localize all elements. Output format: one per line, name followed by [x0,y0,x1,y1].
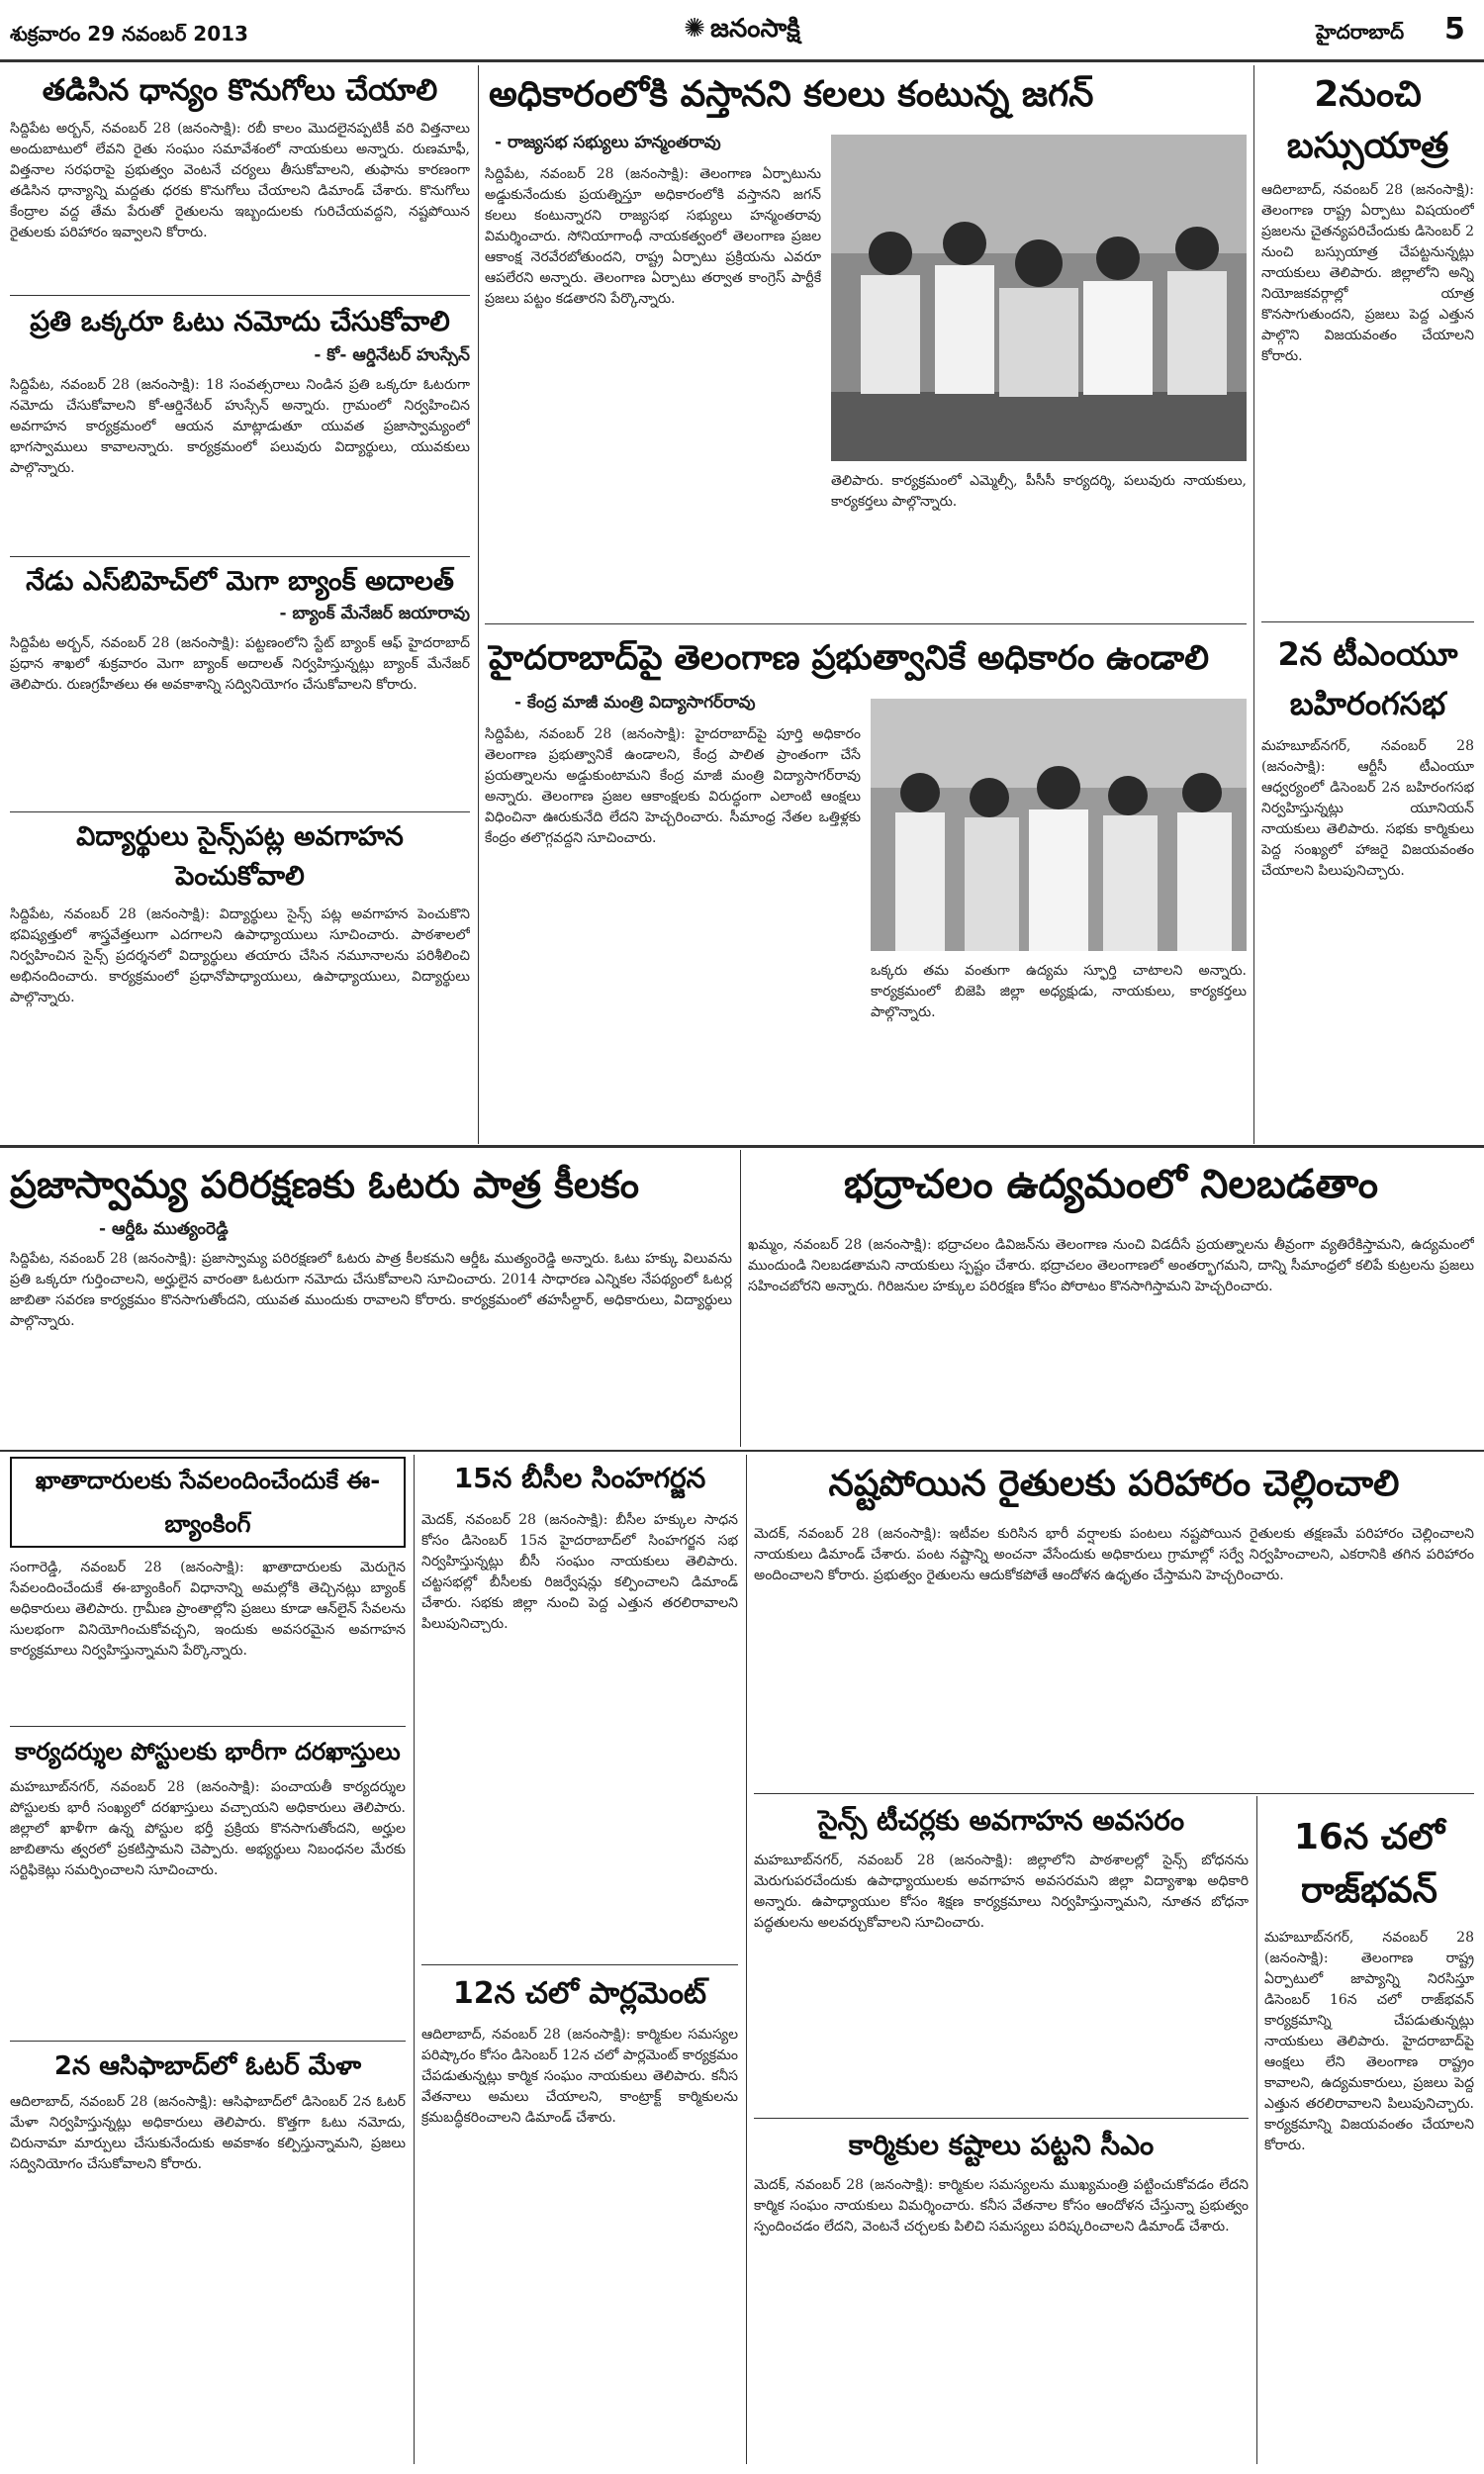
article [1261,629,1474,1112]
article-divider [485,623,1247,624]
article-body: మహబూబ్‌నగర్, నవంబర్ 28 (జనంసాక్షి): ఆర్టీసీ టీఎంయూ ఆధ్వర్యంలో డిసెంబర్ 2న బహిరంగసభ నిర్వహిస్తున్నట్లు యూనియన్ నాయకులు తెలిపారు. సభకు కార్మికులు పెద్ద సంఖ్యలో హాజరై విజయవంతం చేయాలని పిలుపునిచ్చారు. [1261,738,1474,879]
headline: 16న చలో రాజ్‌భవన్ [1293,1817,1445,1911]
article [10,817,470,1172]
article-body: మెదక్, నవంబర్ 28 (జనంసాక్షి): బీసీల హక్కుల సాధన కోసం డిసెంబర్ 15న హైదరాబాద్‌లో సింహగర్జన సభ నిర్వహిస్తున్నట్లు బీసీ సంఘం నాయకులు తెలిపారు. చట్టసభల్లో బీసీలకు రిజర్వేషన్లు కల్పించాలని డిమాండ్ చేశారు. సభకు జిల్లా నుంచి పెద్ద ఎత్తున తరలిరావాలని పిలుపునిచ్చారు. [421,1512,738,1632]
article-body: సిద్దిపేట, నవంబర్ 28 (జనంసాక్షి): హైదరాబాద్‌పై పూర్తి అధికారం తెలంగాణ ప్రభుత్వానికే ఉండాలని, కేంద్ర పాలిత ప్రాంతంగా చేసే ప్రయత్నాలను అడ్డుకుంటామని కేంద్ర మాజీ మంత్రి విద్యాసాగర్‌రావు అన్నారు. తెలంగాణ ప్రజల ఆకాంక్షలకు విరుద్ధంగా ఎలాంటి ఆంక్షలు విధించినా ఊరుకునేది లేదని హెచ్చరించారు. సీమాంధ్ర నేతల ఒత్తిళ్లకు కేంద్రం తలొగ్గవద్దని సూచించారు. [485,726,861,846]
article [748,1154,1474,1294]
article-divider [10,2041,406,2042]
article-body: సిద్దిపేట అర్బన్, నవంబర్ 28 (జనంసాక్షి): పట్టణంలోని స్టేట్ బ్యాంక్ ఆఫ్ హైదరాబాద్ ప్రధాన శాఖలో శుక్రవారం మెగా బ్యాంక్ అదాలత్ నిర్వహిస్తున్నట్లు బ్యాంక్ మేనేజర్ తెలిపారు. రుణగ్రహీతలు ఈ అవకాశాన్ని సద్వినియోగం చేసుకోవాలని కోరారు. [10,635,470,693]
article [485,65,1247,619]
article [10,1732,406,2035]
article-body: మహబూబ్‌నగర్, నవంబర్ 28 (జనంసాక్షి): జిల్లాలోని పాఠశాలల్లో సైన్స్ బోధనను మెరుగుపరచేందుకు ఉపాధ్యాయులకు అవగాహన అవసరమని జిల్లా విద్యాశాఖ అధికారి అన్నారు. ఉపాధ్యాయుల కోసం శిక్షణ కార్యక్రమాలు నిర్వహిస్తున్నామని, నూతన బోధనా పద్ధతులను అలవర్చుకోవాలని సూచించారు. [754,1853,1249,1931]
byline: - ఆర్డీఓ ముత్యంరెడ్డి [99,1219,229,1239]
article-body: సిద్దిపేట, నవంబర్ 28 (జనంసాక్షి): విద్యార్థులు సైన్స్ పట్ల అవగాహన పెంచుకొని భవిష్యత్తులో శాస్త్రవేత్తలుగా ఎదగాలని ఉపాధ్యాయులు సూచించారు. పాఠశాలలో నిర్వహించిన సైన్స్ ప్రదర్శనలో విద్యార్థులు తయారు చేసిన నమూనాలను పరిశీలించి అభినందించారు. కార్యక్రమంలో ప్రధానోపాధ్యాయులు, ఉపాధ్యాయులు, విద్యార్థులు పాల్గొన్నారు. [10,906,470,1005]
headline: నేడు ఎస్‌బిహెచ్‌లో మెగా బ్యాంక్ అదాలత్ [26,566,454,597]
article-body: సిద్దిపేట, నవంబర్ 28 (జనంసాక్షి): 18 సంవత్సరాలు నిండిన ప్రతి ఒక్కరూ ఓటరుగా నమోదు చేసుకోవాలని కో-ఆర్డినేటర్ హుస్సేన్ అన్నారు. గ్రామంలో నిర్వహించిన అవగాహన కార్యక్రమంలో ఆయన మాట్లాడుతూ యువత ప్రజాస్వామ్యంలో భాగస్వాములు కావాలన్నారు. కార్యక్రమంలో పలువురు విద్యార్థులు, యువకులు పాల్గొన్నారు. [10,377,470,476]
article-body: ఆదిలాబాద్, నవంబర్ 28 (జనంసాక్షి): తెలంగాణ రాష్ట్ర ఏర్పాటు విషయంలో ప్రజలను చైతన్యపరిచేందుకు డిసెంబర్ 2 నుంచి బస్సుయాత్ర చేపట్టనున్నట్లు నాయకులు తెలిపారు. జిల్లాలోని అన్ని నియోజకవర్గాల్లో యాత్ర కొనసాగుతుందని, ప్రజలు పెద్ద ఎత్తున పాల్గొని విజయవంతం చేయాలని కోరారు. [1261,182,1474,364]
article [1264,1811,1474,2442]
article-body: ఆదిలాబాద్, నవంబర్ 28 (జనంసాక్షి): కార్మికుల సమస్యల పరిష్కారం కోసం డిసెంబర్ 12న చలో పార్లమెంట్ కార్యక్రమం చేపడుతున్నట్లు కార్మిక సంఘం నాయకులు తెలిపారు. కనీస వేతనాలు అమలు చేయాలని, కాంట్రాక్ట్ కార్మికులను క్రమబద్ధీకరించాలని డిమాండ్ చేశారు. [421,2027,738,2126]
article [754,1799,1249,2108]
headline: తడిసిన ధాన్యం కొనుగోలు చేయాలి [42,73,438,108]
photo-group-icon [831,135,1247,461]
headline: 12న చలో పార్లమెంట్ [452,1976,707,2011]
band-rule [0,1450,1484,1452]
article-body: సిద్దిపేట, నవంబర్ 28 (జనంసాక్షి): తెలంగాణ ఏర్పాటును అడ్డుకునేందుకు ప్రయత్నిస్తూ అధికారంలోకి వస్తానని జగన్ కలలు కంటున్నారని రాజ్యసభ సభ్యులు హన్మంతరావు విమర్శించారు. సోనియాగాంధీ నాయకత్వంలో తెలంగాణ ప్రజల ఆకాంక్ష నెరవేరబోతుందని, రాష్ట్ర ఏర్పాటు ప్రక్రియను ఎవరూ ఆపలేరని అన్నారు. తెలంగాణ ఏర్పాటు తర్వాత కాంగ్రెస్ పార్టీకే ప్రజలు పట్టం కడతారని పేర్కొన్నారు. [485,166,821,307]
masthead-title: జనంసాక్షి [710,14,800,44]
headline: 2న ఆసిఫాబాద్‌లో ఓటర్ మేళా [53,2051,362,2081]
article [10,1154,732,1329]
byline: - కేంద్ర మాజీ మంత్రి విద్యాసాగర్‌రావు [514,693,756,713]
article-body: సిద్దిపేట అర్బన్, నవంబర్ 28 (జనంసాక్షి): రబీ కాలం మొదలైనప్పటికీ వరి విత్తనాలు అందుబాటులో లేవని రైతు సంఘం సమావేశంలో నాయకులు అన్నారు. రుణమాఫీ, విత్తనాల సరఫరాపై ప్రభుత్వం వెంటనే చర్యలు తీసుకోవాలని, తుఫాను కారణంగా తడిసిన ధాన్యాన్ని మద్దతు ధరకు కొనుగోలు చేయాలని డిమాండ్ చేశారు. కొనుగోలు కేంద్రాల వద్ద తేమ పేరుతో రైతులను ఇబ్బందులకు గురిచేయవద్దని, నష్టపోయిన రైతులకు పరిహారం ఇవ్వాలని కోరారు. [10,121,470,240]
photo-group-icon [871,699,1247,951]
article-body: సంగారెడ్డి, నవంబర్ 28 (జనంసాక్షి): ఖాతాదారులకు మెరుగైన సేవలందించేందుకే ఈ-బ్యాంకింగ్ విధానాన్ని అమల్లోకి తెచ్చినట్లు బ్యాంక్ అధికారులు తెలిపారు. గ్రామీణ ప్రాంతాల్లోని ప్రజలు కూడా ఆన్‌లైన్ సేవలను సులభంగా వినియోగించుకోవచ్చని, ఇందుకు అవసరమైన అవగాహన కార్యక్రమాలు నిర్వహిస్తున్నామని పేర్కొన్నారు. [10,1560,406,1659]
headline: 2న టీఎంయూ బహిరంగసభ [1277,635,1458,722]
headline: కార్యదర్శుల పోస్టులకు భారీగా దరఖాస్తులు [15,1738,401,1765]
article [1261,69,1474,571]
article-body: మహబూబ్‌నగర్, నవంబర్ 28 (జనంసాక్షి): తెలంగాణ రాష్ట్ర ఏర్పాటులో జాప్యాన్ని నిరసిస్తూ డిసెంబర్ 16న చలో రాజ్‌భవన్ కార్యక్రమాన్ని చేపడుతున్నట్లు నాయకులు తెలిపారు. హైదరాబాద్‌పై ఆంక్షలు లేని తెలంగాణ రాష్ట్రం కావాలని, ఉద్యమకారులు, ప్రజలు పెద్ద ఎత్తున తరలిరావాలని పిలుపునిచ్చారు. కార్యక్రమాన్ని విజయవంతం చేయాలని కోరారు. [1264,1930,1474,2153]
headline: అధికారంలోకి వస్తానని కలలు కంటున్న జగన్ [489,74,1094,115]
article [421,1457,738,1975]
photo-caption: తెలిపారు. కార్యక్రమంలో ఎమ్మెల్సీ, పీసీసీ కార్యదర్శి, పలువురు నాయకులు, కార్యకర్తలు పాల్గొన్నారు. [831,473,1247,510]
article-body: మెదక్, నవంబర్ 28 (జనంసాక్షి): ఇటీవల కురిసిన భారీ వర్షాలకు పంటలు నష్టపోయిన రైతులకు తక్షణమే పరిహారం చెల్లించాలని నాయకులు డిమాండ్ చేశారు. పంట నష్టాన్ని అంచనా వేసేందుకు అధికారులు గ్రామాల్లో సర్వే నిర్వహించాలని, ఎకరానికి తగిన పరిహారం అందించాలని కోరారు. ప్రభుత్వం రైతులను ఆదుకోకపోతే ఆందోళన ఉధృతం చేస్తామని హెచ్చరించారు. [754,1526,1474,1583]
article [10,302,470,563]
headline: 15న బీసీల సింహగర్జన [453,1462,706,1494]
article-body: ఖమ్మం, నవంబర్ 28 (జనంసాక్షి): భద్రాచలం డివిజన్‌ను తెలంగాణ నుంచి విడదీసే ప్రయత్నాలను తీవ్రంగా వ్యతిరేకిస్తామని, ఉద్యమంలో ముందుండి నిలబడతామని నాయకులు స్పష్టం చేశారు. భద్రాచలం తెలంగాణలో అంతర్భాగమని, దాన్ని సీమాంధ్రలో కలిపే కుట్రలను ప్రజలు సహించబోరని అన్నారు. గిరిజనుల హక్కుల పరిరక్షణ కోసం పోరాటం కొనసాగిస్తామని హెచ్చరించారు. [748,1237,1474,1294]
headline: ప్రజాస్వామ్య పరిరక్షణకు ఓటరు పాత్ర కీలకం [10,1163,639,1206]
photo-caption: ఒక్కరు తమ వంతుగా ఉద్యమ స్ఫూర్తి చాటాలని అన్నారు. కార్యక్రమంలో బిజెపి జిల్లా అధ్యక్షుడు, నాయకులు, కార్యకర్తలు పాల్గొన్నారు. [871,963,1247,1020]
article-divider [1261,621,1474,622]
column-divider [1253,65,1254,1144]
column-divider [478,65,479,1144]
article [10,2046,406,2448]
article-divider [754,1793,1474,1794]
headline: హైదరాబాద్‌పై తెలంగాణ ప్రభుత్వానికే అధికారం ఉండాలి [489,638,1209,678]
article [10,562,470,802]
headline: భద్రాచలం ఉద్యమంలో నిలబడతాం [843,1162,1379,1207]
article-divider [10,811,470,812]
byline: - బ్యాంక్ మేనేజర్ జయారావు [279,604,470,623]
article-body: సిద్దిపేట, నవంబర్ 28 (జనంసాక్షి): ప్రజాస్వామ్య పరిరక్షణలో ఓటరు పాత్ర కీలకమని ఆర్డీఓ ముత్యంరెడ్డి అన్నారు. ఓటు హక్కు విలువను ప్రతి ఒక్కరూ గుర్తించాలని, అర్హులైన వారంతా ఓటరుగా నమోదు చేసుకోవాలని సూచించారు. 2014 సాధారణ ఎన్నికల నేపథ్యంలో ఓటర్ల జాబితా సవరణ కార్యక్రమం కొనసాగుతోందని, యువత ముందుకు రావాలని కోరారు. కార్యక్రమంలో తహసీల్దార్, అధికారులు, విద్యార్థులు పాల్గొన్నారు. [10,1251,732,1329]
headline: 2నుంచి బస్సుయాత్ర [1286,74,1449,166]
article [10,69,470,287]
article-divider [754,2118,1249,2119]
page-header [0,0,1484,61]
headline: కార్మికుల కష్టాలు పట్టని సీఎం [848,2129,1155,2161]
column-divider [414,1455,415,2464]
article [754,1457,1474,1776]
article-body: మహబూబ్‌నగర్, నవంబర్ 28 (జనంసాక్షి): పంచాయతీ కార్యదర్శుల పోస్టులకు భారీ సంఖ్యలో దరఖాస్తులు వచ్చాయని అధికారులు తెలిపారు. జిల్లాలో ఖాళీగా ఉన్న పోస్టుల భర్తీ ప్రక్రియ కొనసాగుతోందని, అర్హుల జాబితాను త్వరలో ప్రకటిస్తామని చెప్పారు. అభ్యర్థులు నిబంధనల మేరకు సర్టిఫికెట్లు సమర్పించాలని సూచించారు. [10,1779,406,1878]
article-body: ఆదిలాబాద్, నవంబర్ 28 (జనంసాక్షి): ఆసిఫాబాద్‌లో డిసెంబర్ 2న ఓటర్ మేళా నిర్వహిస్తున్నట్లు అధికారులు తెలిపారు. కొత్తగా ఓటు నమోదు, చిరునామా మార్పులు చేసుకునేందుకు అవకాశం కల్పిస్తున్నామని, ప్రజలు సద్వినియోగం చేసుకోవాలని కోరారు. [10,2094,406,2172]
article-divider [10,556,470,557]
article-divider [421,1964,738,1965]
edition-city: హైదరాబాద్ [1316,20,1405,44]
article [10,1457,406,1765]
column-divider [746,1455,747,2464]
news-photo [871,699,1247,951]
column-divider [740,1150,741,1447]
headline: ప్రతి ఒక్కరూ ఓటు నమోదు చేసుకోవాలి [30,305,450,337]
issue-date: శుక్రవారం 29 నవంబర్ 2013 [10,22,248,46]
article-body: మెదక్, నవంబర్ 28 (జనంసాక్షి): కార్మికుల సమస్యలను ముఖ్యమంత్రి పట్టించుకోవడం లేదని కార్మిక సంఘం నాయకులు విమర్శించారు. కనీస వేతనాల కోసం ఆందోళన చేస్తున్నా ప్రభుత్వం స్పందించడం లేదని, వెంటనే చర్చలకు పిలిచి సమస్యలు పరిష్కరించాలని డిమాండ్ చేశారు. [754,2177,1249,2235]
band-rule [0,1145,1484,1148]
headline: నష్టపోయిన రైతులకు పరిహారం చెల్లించాలి [828,1464,1400,1504]
headline: సైన్స్ టీచర్లకు అవగాహన అవసరం [817,1804,1185,1837]
column-divider [1256,1796,1257,2464]
article-divider [10,1726,406,1727]
article [421,1971,738,2450]
byline: - కో- ఆర్డినేటర్ హుస్సేన్ [314,345,470,365]
article [754,2124,1249,2452]
headline: విద్యార్థులు సైన్స్‌పట్ల అవగాహన పెంచుకోవాలి [76,821,404,892]
article [485,629,1247,1139]
page-number: 5 [1444,12,1465,47]
headline: ఖాతాదారులకు సేవలందించేందుకే ఈ-బ్యాంకింగ్ [10,1457,406,1548]
byline: - రాజ్యసభ సభ్యులు హన్మంతరావు [495,133,721,152]
masthead-logo [613,14,871,53]
news-photo [831,135,1247,461]
masthead-emblem-icon: ✺ [684,14,705,44]
article-divider [10,295,470,296]
header-rule [0,59,1484,62]
